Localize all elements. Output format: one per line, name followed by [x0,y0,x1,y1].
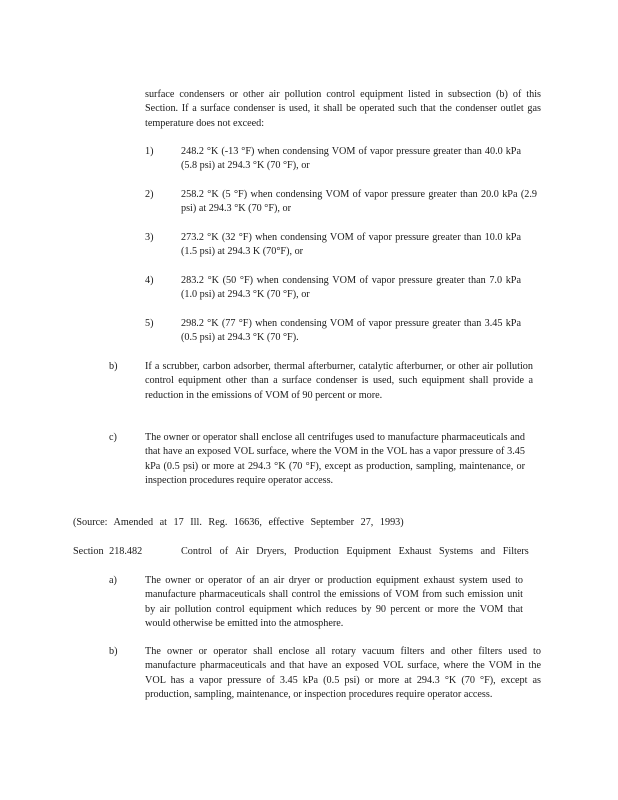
intro-paragraph: surface condensers or other air pollution control equipment listed in subsection (b) of this Section. If a surface condenser is used, it shall be operated such that the condenser outlet gas temperature does not exceed: [145,89,541,129]
section-482-b-text: The owner or operator shall enclose all rotary vacuum filters and other filters used to manufacture pharmaceuticals and that have an exposed VOL surface, where the VOM in the VOL has a vapor pressure of 3.45 kPa (0.5 psi) or more at 294.3 °K (70 °F), except as production, sampling, maintenance, or inspection procedures require operator access. [145,646,541,700]
condition-1-label: 1) [145,146,154,157]
subsection-b-label: b) [109,361,118,372]
condition-4-text: 283.2 °K (50 °F) when condensing VOM of vapor pressure greater than 7.0 kPa (1.0 psi) at 294.3 °K (70 °F), or [181,275,521,301]
condition-3-text: 273.2 °K (32 °F) when condensing VOM of vapor pressure greater than 10.0 kPa (1.5 psi) at 294.3 K (70°F), or [181,232,521,258]
section-482-a-label: a) [109,575,117,586]
section-482-b-label: b) [109,646,118,657]
section-number: Section 218.482 [73,546,143,557]
condition-3-label: 3) [145,232,154,243]
condition-2-text: 258.2 °K (5 °F) when condensing VOM of vapor pressure greater than 20.0 kPa (2.9 psi) at 294.3 °K (70 °F), or [181,189,537,215]
subsection-c-label: c) [109,432,117,443]
subsection-b-text: If a scrubber, carbon adsorber, thermal afterburner, catalytic afterburner, or other air pollution control equipment other than a surface condenser is used, such equipment shall provide a reduction in the emissions of VOM of 90 percent or more. [145,361,533,401]
condition-5-text: 298.2 °K (77 °F) when condensing VOM of vapor pressure greater than 3.45 kPa (0.5 psi) at 294.3 °K (70 °F). [181,318,521,344]
condition-4-label: 4) [145,275,154,286]
source-note: (Source: Amended at 17 Ill. Reg. 16636, effective September 27, 1993) [73,517,404,528]
section-title: Control of Air Dryers, Production Equipment Exhaust Systems and Filters [181,546,529,557]
condition-1-text: 248.2 °K (-13 °F) when condensing VOM of vapor pressure greater than 40.0 kPa (5.8 psi) at 294.3 °K (70 °F), or [181,146,521,172]
section-482-a-text: The owner or operator of an air dryer or production equipment exhaust system used to manufacture pharmaceuticals shall control the emissions of VOM from such emission unit by air pollution control equipment which reduces by 90 percent or more the VOM that would otherwise be emitted into the atmosphere. [145,575,523,629]
condition-5-label: 5) [145,318,154,329]
subsection-c-text: The owner or operator shall enclose all centrifuges used to manufacture pharmaceuticals and that have an exposed VOL surface, where the VOM in the VOL has a vapor pressure of 3.45 kPa (0.5 psi) or more at 294.3 °K (70 °F), except as production, sampling, maintenance, or inspection procedures require operator access. [145,432,525,486]
condition-2-label: 2) [145,189,154,200]
